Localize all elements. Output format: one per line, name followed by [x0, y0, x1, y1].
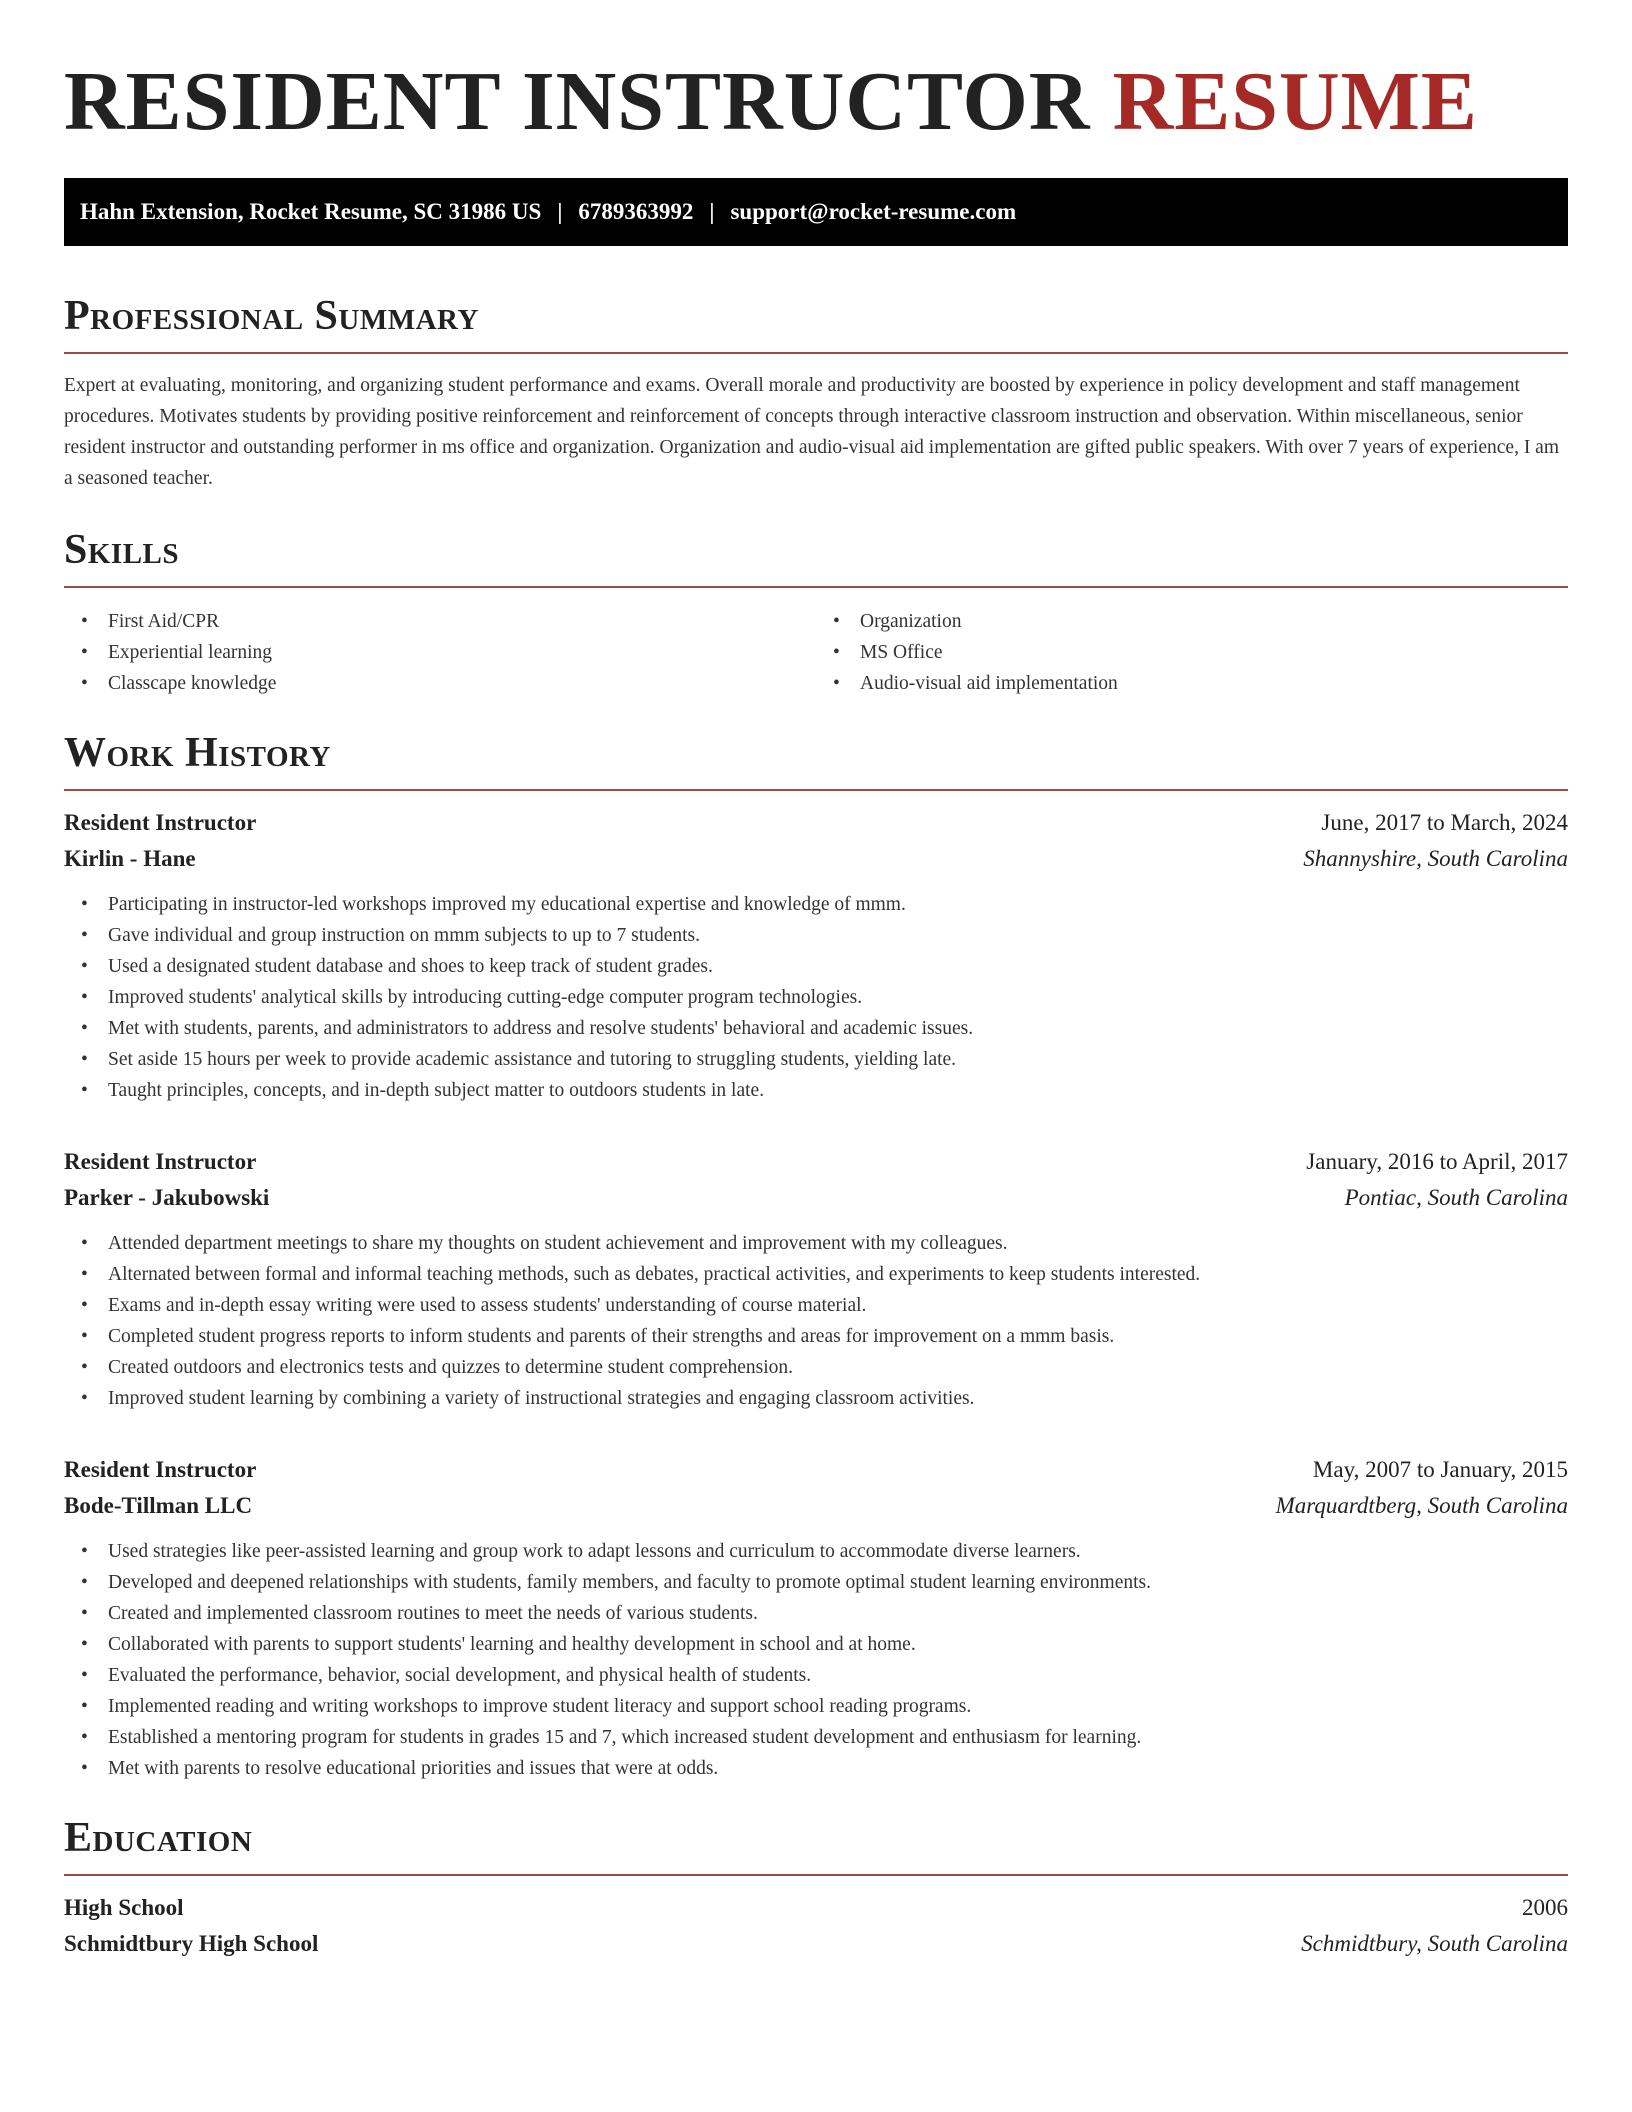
education-section: [64, 1810, 1568, 1962]
skills-heading: Skills: [64, 527, 180, 573]
job-bullet: • Improved students' analytical skills by introducing cutting-edge computer program technologies.: [64, 982, 1568, 1013]
section-divider: [64, 586, 1568, 588]
job-bullets: [64, 889, 1568, 1106]
summary-section: [64, 288, 1568, 494]
contact-address: Hahn Extension, Rocket Resume, SC 31986 US: [80, 199, 542, 224]
job-company: Kirlin - Hane: [64, 846, 196, 871]
job-entry: [64, 1144, 1568, 1414]
job-company-row: [64, 841, 1568, 877]
contact-separator: |: [709, 199, 715, 224]
job-header-row: [64, 805, 1568, 841]
job-header-row: [64, 1144, 1568, 1180]
job-title: Resident Instructor: [64, 810, 257, 835]
work-history-section: [64, 725, 1568, 1784]
contact-phone: 6789363992: [578, 199, 694, 224]
job-title: Resident Instructor: [64, 1149, 257, 1174]
job-dates: May, 2007 to January, 2015: [1312, 1457, 1568, 1482]
job-company-row: [64, 1488, 1568, 1524]
education-location: Schmidtbury, South Carolina: [1301, 1931, 1568, 1956]
job-bullet: • Developed and deepened relationships with students, family members, and faculty to promote optimal student learning environments.: [64, 1567, 1568, 1598]
contact-separator: |: [557, 199, 563, 224]
education-entry: [64, 1890, 1568, 1962]
skills-column-left: [64, 606, 816, 699]
job-bullets: [64, 1228, 1568, 1414]
skill-item: • Experiential learning: [64, 637, 816, 668]
education-school: Schmidtbury High School: [64, 1931, 319, 1956]
job-bullet: • Completed student progress reports to inform students and parents of their strengths and areas for improvement on a mmm basis.: [64, 1321, 1568, 1352]
skill-item: • Organization: [816, 606, 1568, 637]
section-divider: [64, 352, 1568, 354]
skills-list-left: [64, 606, 816, 699]
job-bullet: • Evaluated the performance, behavior, social development, and physical health of students.: [64, 1660, 1568, 1691]
job-bullet: • Met with parents to resolve educational priorities and issues that were at odds.: [64, 1753, 1568, 1784]
job-bullet: • Exams and in-depth essay writing were used to assess students' understanding of course material.: [64, 1290, 1568, 1321]
education-heading: Education: [64, 1815, 253, 1861]
job-location: Pontiac, South Carolina: [1344, 1185, 1568, 1210]
job-entry: [64, 1452, 1568, 1784]
education-school-row: [64, 1926, 1568, 1962]
job-dates: June, 2017 to March, 2024: [1321, 810, 1568, 835]
job-bullet: • Implemented reading and writing workshops to improve student literacy and support school reading programs.: [64, 1691, 1568, 1722]
skills-grid: [64, 606, 1568, 699]
skill-item: • First Aid/CPR: [64, 606, 816, 637]
job-bullet: • Attended department meetings to share my thoughts on student achievement and improvement with my colleagues.: [64, 1228, 1568, 1259]
contact-bar: [64, 178, 1568, 246]
section-divider: [64, 1874, 1568, 1876]
job-company-row: [64, 1180, 1568, 1216]
skills-section: [64, 522, 1568, 699]
skill-item: • Audio-visual aid implementation: [816, 668, 1568, 699]
contact-email: support@rocket-resume.com: [730, 199, 1017, 224]
resume-title: [64, 52, 1568, 152]
job-bullet: • Participating in instructor-led workshops improved my educational expertise and knowledge of mmm.: [64, 889, 1568, 920]
job-header-row: [64, 1452, 1568, 1488]
job-bullet: • Created and implemented classroom routines to meet the needs of various students.: [64, 1598, 1568, 1629]
job-bullet: • Created outdoors and electronics tests and quizzes to determine student comprehension.: [64, 1352, 1568, 1383]
job-location: Marquardtberg, South Carolina: [1275, 1493, 1568, 1518]
work-history-heading: Work History: [64, 730, 331, 776]
job-company: Bode-Tillman LLC: [64, 1493, 253, 1518]
summary-heading: Professional Summary: [64, 293, 479, 339]
job-bullet: • Alternated between formal and informal teaching methods, such as debates, practical activities, and experiments to keep students interested.: [64, 1259, 1568, 1290]
job-dates: January, 2016 to April, 2017: [1306, 1149, 1568, 1174]
skills-list-right: [816, 606, 1568, 699]
job-bullet: • Established a mentoring program for students in grades 15 and 7, which increased student development and enthusiasm for learning.: [64, 1722, 1568, 1753]
job-location: Shannyshire, South Carolina: [1303, 846, 1568, 871]
job-bullet: • Used a designated student database and shoes to keep track of student grades.: [64, 951, 1568, 982]
job-bullet: • Improved student learning by combining a variety of instructional strategies and engaging classroom activities.: [64, 1383, 1568, 1414]
title-main: RESIDENT INSTRUCTOR: [64, 55, 1091, 148]
education-year: 2006: [1522, 1895, 1568, 1920]
title-accent: RESUME: [1112, 55, 1478, 148]
job-bullet: • Used strategies like peer-assisted learning and group work to adapt lessons and curriculum to accommodate diverse learners.: [64, 1536, 1568, 1567]
section-divider: [64, 789, 1568, 791]
job-bullet: • Taught principles, concepts, and in-depth subject matter to outdoors students in late.: [64, 1075, 1568, 1106]
education-degree-row: [64, 1890, 1568, 1926]
job-bullet: • Set aside 15 hours per week to provide academic assistance and tutoring to struggling students, yielding late.: [64, 1044, 1568, 1075]
education-degree: High School: [64, 1895, 184, 1920]
job-company: Parker - Jakubowski: [64, 1185, 270, 1210]
job-title: Resident Instructor: [64, 1457, 257, 1482]
skill-item: • MS Office: [816, 637, 1568, 668]
summary-text: Expert at evaluating, monitoring, and organizing student performance and exams. Overall morale and productivity are boosted by experience in policy development and staff management procedures. Motivates students by providing positive reinforcement and reinforcement of concepts through interactive classroom instruction and observation. Within miscellaneous, senior resident instructor and outstanding performer in ms office and organization. Organization and audio-visual aid implementation are gifted public speakers. With over 7 years of experience, I am a seasoned teacher.: [64, 375, 1560, 489]
skills-column-right: [816, 606, 1568, 699]
skill-item: • Classcape knowledge: [64, 668, 816, 699]
job-entry: [64, 805, 1568, 1106]
job-bullet: • Met with students, parents, and administrators to address and resolve students' behavioral and academic issues.: [64, 1013, 1568, 1044]
job-bullets: [64, 1536, 1568, 1784]
job-bullet: • Collaborated with parents to support students' learning and healthy development in school and at home.: [64, 1629, 1568, 1660]
job-bullet: • Gave individual and group instruction on mmm subjects to up to 7 students.: [64, 920, 1568, 951]
